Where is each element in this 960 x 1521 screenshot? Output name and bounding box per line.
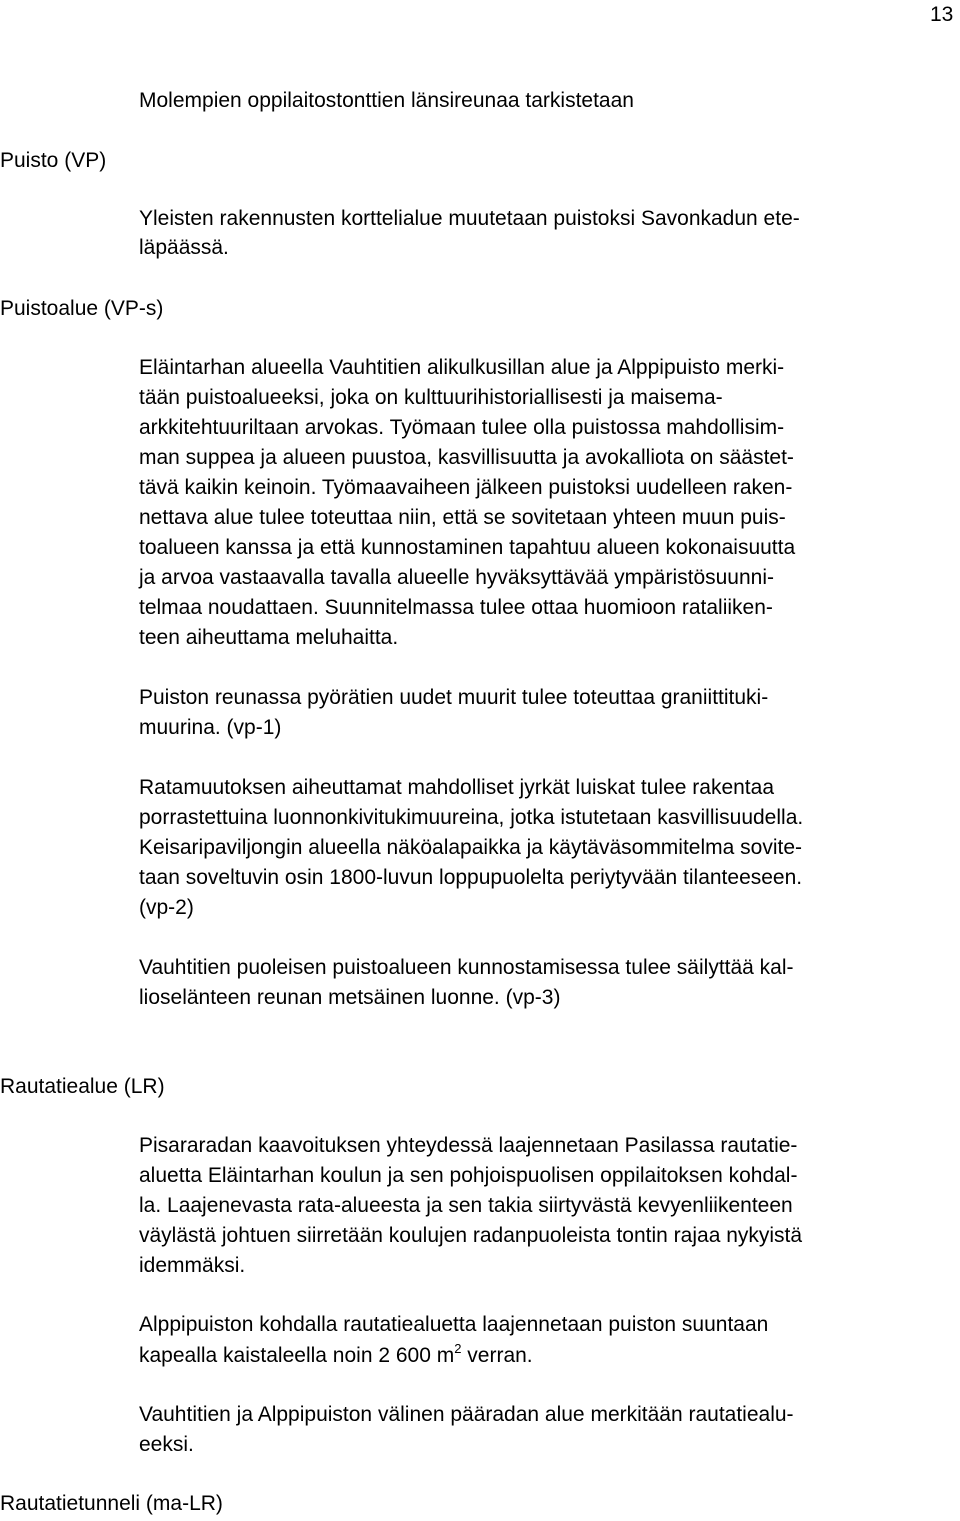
heading-rautatietunneli-ma-lr: Rautatietunneli (ma-LR) — [0, 1492, 223, 1515]
text-line: la. Laajenevasta rata-alueesta ja sen takia siirtyvästä kevyenliikenteen — [139, 1194, 793, 1217]
text-line: Pisararadan kaavoituksen yhteydessä laajennetaan Pasilassa rautatie- — [139, 1134, 798, 1157]
heading-rautatiealue-lr: Rautatiealue (LR) — [0, 1075, 165, 1098]
text-line: teen aiheuttama meluhaitta. — [139, 626, 399, 649]
text-line: Vauhtitien ja Alppipuiston välinen pääradan alue merkitään rautatiealu- — [139, 1403, 794, 1426]
text-line: väylästä johtuen siirretään koulujen radanpuoleista tontin rajaa nykyistä — [139, 1224, 803, 1247]
text-segment: kapealla kaistaleella noin 2 600 m — [139, 1344, 455, 1367]
text-line: Yleisten rakennusten korttelialue muutetaan puistoksi Savonkadun ete- — [139, 207, 800, 230]
text-line: arkkitehtuuriltaan arvokas. Työmaan tulee olla puistossa mahdollisim- — [139, 416, 785, 439]
text-line: toalueen kanssa ja että kunnostaminen tapahtuu alueen kokonaisuutta — [139, 536, 796, 559]
text-line: tävä kaikin keinoin. Työmaavaiheen jälkeen puistoksi uudelleen raken- — [139, 476, 793, 499]
text-line — [139, 1341, 533, 1372]
text-line: porrastettuina luonnonkivitukimuureina, jotka istutetaan kasvillisuudella. — [139, 806, 804, 829]
paragraph-oppilaitostontit: Molempien oppilaitostonttien länsireunaa tarkistetaan — [139, 89, 634, 112]
text-line: muurina. (vp-1) — [139, 716, 282, 739]
text-line: lioselänteen reunan metsäinen luonne. (vp-3) — [139, 986, 561, 1009]
text-line: (vp-2) — [139, 896, 194, 919]
text-line: Ratamuutoksen aiheuttamat mahdolliset jyrkät luiskat tulee rakentaa — [139, 776, 775, 799]
heading-puisto-vp: Puisto (VP) — [0, 149, 107, 172]
page-number: 13 — [930, 3, 954, 26]
text-line: läpäässä. — [139, 236, 229, 259]
text-line: aluetta Eläintarhan koulun ja sen pohjoispuolisen oppilaitoksen kohdal- — [139, 1164, 798, 1187]
text-line: Puiston reunassa pyörätien uudet muurit tulee toteuttaa graniittituki- — [139, 686, 769, 709]
text-line: man suppea ja alueen puustoa, kasvillisuutta ja avokalliota on säästet- — [139, 446, 794, 469]
text-line: Vauhtitien puoleisen puistoalueen kunnostamisessa tulee säilyttää kal- — [139, 956, 794, 979]
text-line: Keisaripaviljongin alueella näköalapaikka ja käytäväsommitelma sovite- — [139, 836, 803, 859]
text-line: Eläintarhan alueella Vauhtitien alikulkusillan alue ja Alppipuisto merki- — [139, 356, 785, 379]
text-line: nettava alue tulee toteuttaa niin, että se sovitetaan yhteen muun puis- — [139, 506, 786, 529]
heading-puistoalue-vp-s: Puistoalue (VP-s) — [0, 297, 164, 320]
text-line: tään puistoalueeksi, joka on kulttuurihistoriallisesti ja maisema- — [139, 386, 723, 409]
text-segment: verran. — [461, 1344, 533, 1367]
superscript-2: 2 — [454, 1341, 462, 1356]
text-line: ja arvoa vastaavalla tavalla alueelle hyväksyttävää ympäristösuunni- — [139, 566, 775, 589]
text-line: telmaa noudattaen. Suunnitelmassa tulee ottaa huomioon rataliiken- — [139, 596, 773, 619]
text-line: idemmäksi. — [139, 1254, 246, 1277]
text-line: taan soveltuvin osin 1800-luvun loppupuolelta periytyvään tilanteeseen. — [139, 866, 803, 889]
text-line: Alppipuiston kohdalla rautatiealuetta laajennetaan puiston suuntaan — [139, 1313, 769, 1336]
text-line: eeksi. — [139, 1433, 194, 1456]
